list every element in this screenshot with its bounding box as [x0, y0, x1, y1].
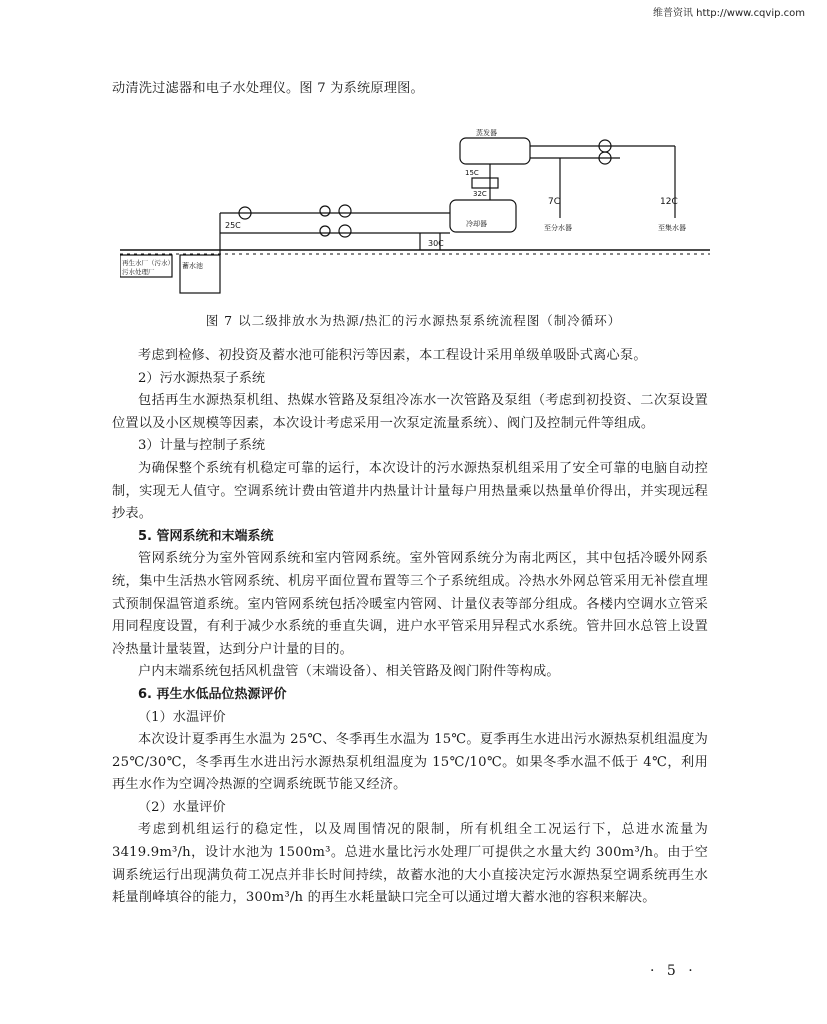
label-7c: 7C — [548, 197, 561, 207]
label-cooler: 冷却器 — [466, 220, 487, 228]
label-25c: 25C — [225, 221, 241, 230]
page-number: · 5 · — [650, 963, 697, 979]
system-flow-diagram — [120, 118, 710, 298]
section-heading: 6. 再生水低品位热源评价 — [138, 686, 287, 702]
section-heading: 5. 管网系统和末端系统 — [138, 528, 274, 544]
label-evaporator: 蒸发器 — [476, 129, 497, 137]
intro-text: 动清洗过滤器和电子水处理仪。图 7 为系统原理图。 — [112, 81, 424, 96]
section-heading: （1）水温评价 — [138, 709, 226, 725]
label-tank: 蓄水池 — [182, 262, 203, 270]
label-plant: 再生水厂（污水） — [122, 259, 174, 267]
label-15c: 15C — [465, 169, 479, 177]
paragraph: 考虑到检修、初投资及蓄水池可能积污等因素，本工程设计采用单级单吸卧式离心泵。 — [138, 348, 647, 363]
label-12c: 12C — [660, 197, 678, 207]
label-32c: 32C — [473, 190, 487, 198]
label-to-collector: 至集水器 — [658, 224, 686, 232]
figure-caption: 图 7 以二级排放水为热源/热汇的污水源热泵系统流程图（制冷循环） — [205, 313, 622, 328]
paragraph: 管网系统分为室外管网系统和室内管网系统。室外管网系统分为南北两区，其中包括冷暖外网系统，集中生活热水管网系统、机房平面位置布置等三个子系统组成。冷热水外网总管采用无补偿直埋式预制保温管道系统。室内管网系统包括冷暖室内管网、计量仪表等部分组成。各楼内空调水立管采用同程度设置，有利于减少水系统的垂直失调，进户水平管采用异程式水系统。管井回水总管上设置冷热量计量装置，达到分户计量的目的。 — [112, 551, 708, 657]
page-header: 维普资讯 http://www.cqvip.com — [652, 8, 805, 19]
paragraph: 考虑到机组运行的稳定性，以及周围情况的限制，所有机组全工况运行下，总进水流量为 3419.9m³/h，设计水池为 1500m³。总进水量比污水处理厂可提供之水量大约 300m³/h。由于空调系统运行出现满负荷工况点并非长时间持续，故蓄水池的大小直接决定污水源热泵空调系统再生水耗量削峰填谷的能力，300m³/h 的再生水耗量缺口完全可以通过增大蓄水池的容积来解决。 — [112, 822, 708, 906]
section-heading: （2）水量评价 — [138, 799, 226, 815]
paragraph: 户内末端系统包括风机盘管（末端设备）、相关管路及阀门附件等构成。 — [138, 664, 560, 680]
label-plant-2: 污水处理厂 — [122, 268, 155, 276]
body-text — [112, 345, 708, 910]
paragraph: 包括再生水源热泵机组、热媒水管路及泵组冷冻水一次管路及泵组（考虑到初投资、二次泵设置位置以及小区规模等因素，本次设计考虑采用一次泵定流量系统）、阀门及控制元件等组成。 — [112, 393, 708, 431]
section-heading: 3）计量与控制子系统 — [138, 438, 266, 454]
label-30c: 30C — [428, 239, 444, 248]
section-heading: 2）污水源热泵子系统 — [138, 370, 266, 386]
paragraph: 为确保整个系统有机稳定可靠的运行，本次设计的污水源热泵机组采用了安全可靠的电脑自动控制，实现无人值守。空调系统计费由管道井内热量计计量每户用热量乘以热量单价得出，并实现远程抄表。 — [112, 460, 708, 522]
paragraph: 本次设计夏季再生水温为 25℃、冬季再生水温为 15℃。夏季再生水进出污水源热泵机组温度为 25℃/30℃，冬季再生水进出污水源热泵机组温度为 15℃/10℃。如果冬季水温不低于 4℃，利用再生水作为空调冷热源的空调系统既节能又经济。 — [112, 732, 708, 793]
label-to-user: 至分水器 — [544, 224, 572, 232]
intro-line — [112, 78, 708, 101]
